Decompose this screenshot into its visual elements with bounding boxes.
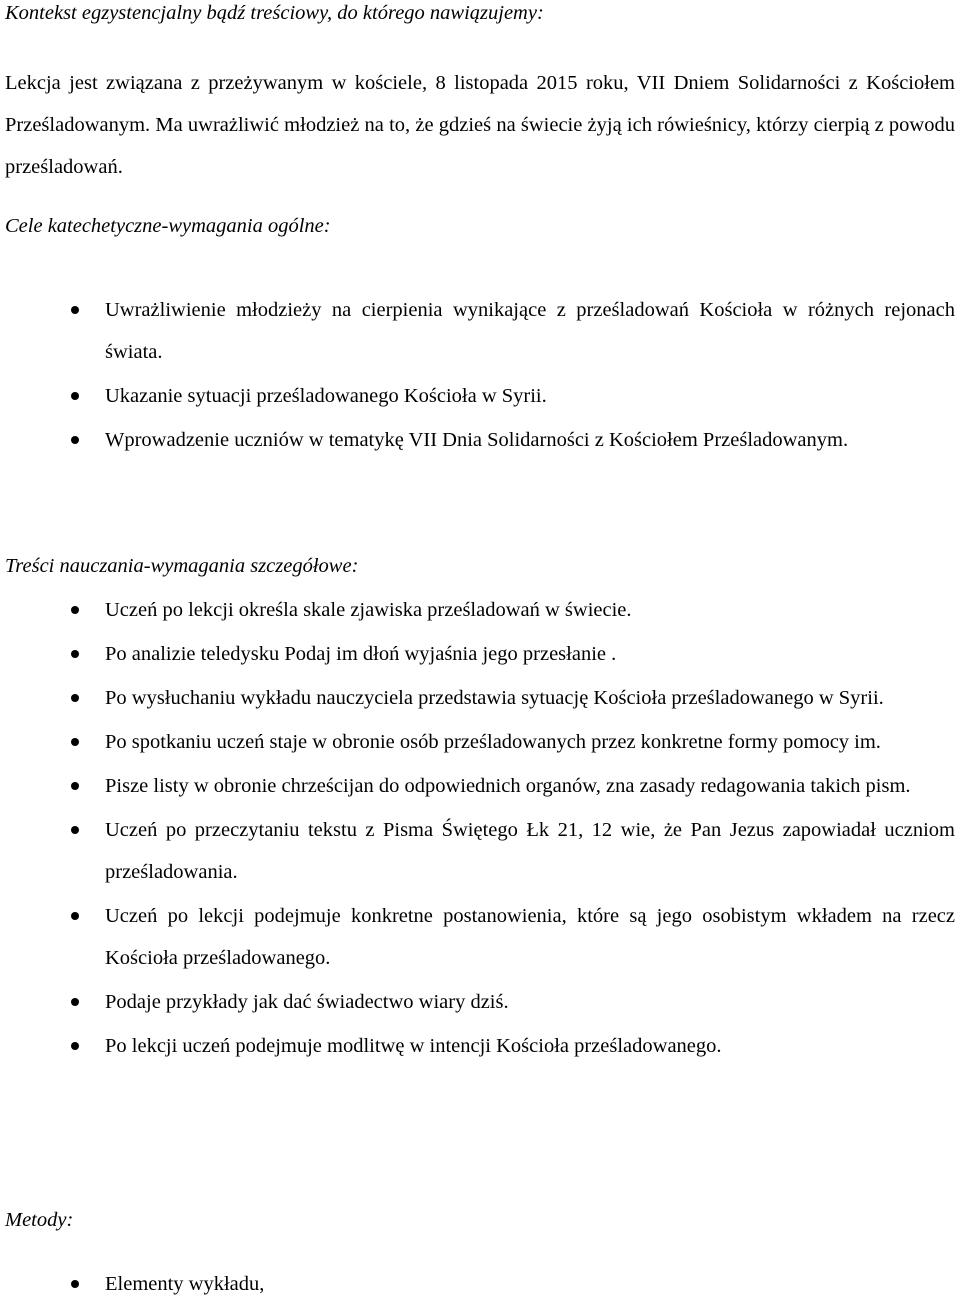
bullet-icon [71,782,79,790]
list-item [5,895,955,979]
list-item-text: Ukazanie sytuacji prześladowanego Kościoła w Syrii. [105,385,547,407]
list-item [5,1025,955,1067]
list-item [5,981,955,1023]
general-goals-heading: Cele katechetyczne-wymagania ogólne: [5,215,331,237]
list-item-text: Wprowadzenie uczniów w tematykę VII Dnia Solidarności z Kościołem Prześladowanym. [105,429,849,451]
bullet-icon [71,738,79,746]
list-item-text: Elementy wykładu, [105,1273,265,1295]
list-item [5,419,955,461]
list-item [5,677,955,719]
methods-heading: Metody: [5,1209,74,1231]
bullet-icon [71,912,79,920]
list-item-text: Uwrażliwienie młodzieży na cierpienia wynikające z prześladowań Kościoła w różnych rejonach świata. [105,299,955,363]
methods-list [5,1263,955,1307]
list-item [5,721,955,763]
bullet-icon [71,392,79,400]
list-item [5,289,955,373]
general-goals-list [5,289,955,463]
list-item-text: Po analizie teledysku Podaj im dłoń wyjaśnia jego przesłanie . [105,643,617,665]
detailed-requirements-heading: Treści nauczania-wymagania szczegółowe: [5,555,359,577]
bullet-icon [71,606,79,614]
list-item [5,589,955,631]
detailed-requirements-list [5,589,955,1069]
bullet-icon [71,306,79,314]
list-item-text: Uczeń po przeczytaniu tekstu z Pisma Świętego Łk 21, 12 wie, że Pan Jezus zapowiadał uczniom prześladowania. [105,819,955,883]
list-item-text: Uczeń po lekcji określa skale zjawiska prześladowań w świecie. [105,599,632,621]
bullet-icon [71,694,79,702]
bullet-icon [71,436,79,444]
list-item-text: Pisze listy w obronie chrześcijan do odpowiednich organów, zna zasady redagowania takich pism. [105,775,911,797]
list-item-text: Podaje przykłady jak dać świadectwo wiary dziś. [105,991,509,1013]
list-item-text: Po lekcji uczeń podejmuje modlitwę w intencji Kościoła prześladowanego. [105,1035,722,1057]
bullet-icon [71,998,79,1006]
list-item [5,1263,955,1305]
bullet-icon [71,1280,79,1288]
context-paragraph [5,62,955,188]
list-item-text: Po spotkaniu uczeń staje w obronie osób prześladowanych przez konkretne formy pomocy im. [105,731,881,753]
list-item [5,633,955,675]
bullet-icon [71,650,79,658]
bullet-icon [71,1042,79,1050]
list-item [5,765,955,807]
context-heading: Kontekst egzystencjalny bądź treściowy, do którego nawiązujemy: [5,2,544,24]
list-item-text: Uczeń po lekcji podejmuje konkretne postanowienia, które są jego osobistym wkładem na rzecz Kościoła prześladowanego. [105,905,955,969]
bullet-icon [71,826,79,834]
context-text: Lekcja jest związana z przeżywanym w kościele, 8 listopada 2015 roku, VII Dniem Solidarności z Kościołem Prześladowanym. Ma uwrażliwić młodzież na to, że gdzieś na świecie żyją ich rówieśnicy, którzy cierpią z powodu prześladowań. [5,72,955,178]
list-item [5,375,955,417]
list-item [5,809,955,893]
list-item-text: Po wysłuchaniu wykładu nauczyciela przedstawia sytuację Kościoła prześladowanego w Syrii. [105,687,884,709]
